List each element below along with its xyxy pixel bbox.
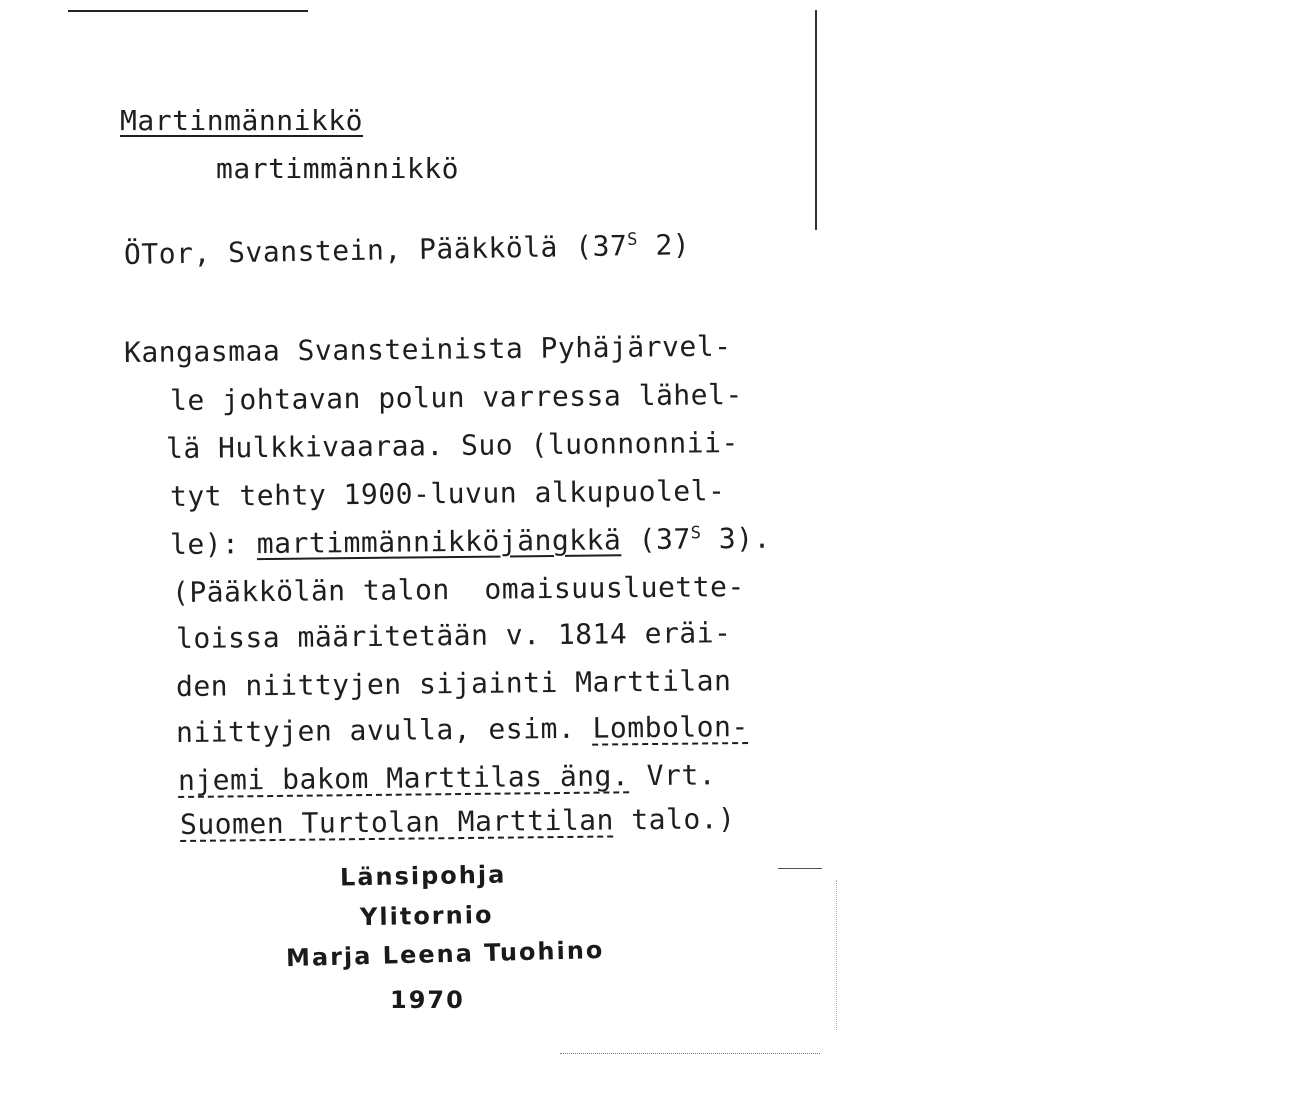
- body-line-5: [170, 522, 771, 561]
- dashed-term-3: Suomen Turtolan Marttilan: [179, 803, 615, 841]
- headword: Martinmännikkö: [120, 104, 364, 137]
- scan-edge-right-lower: [836, 880, 838, 1030]
- source-suffix: 2): [637, 228, 691, 263]
- scan-mark: [778, 868, 822, 869]
- body-line-1: Kangasmaa Svansteinista Pyhäjärvel-: [123, 329, 732, 369]
- underlined-term: martimmännikköjängkkä: [256, 523, 622, 561]
- body-line-3: lä Hulkkivaaraa. Suo (luonnonnii-: [165, 426, 739, 465]
- source-sup: S: [627, 229, 639, 250]
- body-line-6: (Pääkkölän talon omaisuusluette-: [171, 570, 745, 609]
- source-line: [124, 228, 691, 271]
- stamp-year: 1970: [390, 986, 465, 1014]
- scan-edge-top: [68, 10, 308, 12]
- scan-edge-bottom: [560, 1053, 820, 1055]
- source-prefix: ÖTor, Svanstein, Pääkkölä (37: [123, 229, 628, 271]
- stamp-region: Länsipohja: [339, 860, 507, 892]
- stamp-collector: Marja Leena Tuohino: [285, 935, 605, 973]
- body-line-4: tyt tehty 1900-luvun alkupuolel-: [169, 474, 726, 513]
- body-line-9-pre: niittyjen avulla, esim.: [175, 711, 593, 749]
- body-line-8: den niittyjen sijainti Marttilan: [175, 664, 732, 703]
- body-line-10: [178, 758, 716, 797]
- dialect-form: martimmännikkö: [216, 152, 460, 185]
- body-line-11-post: talo.): [613, 802, 736, 837]
- body-line-5-post: 3).: [701, 521, 772, 556]
- body-line-10-post: Vrt.: [629, 758, 717, 793]
- body-line-5-pre: le):: [169, 527, 257, 561]
- scan-edge-right: [815, 10, 817, 230]
- dashed-term-2: njemi bakom Marttilas äng.: [177, 759, 630, 797]
- body-line-5-sup: S: [690, 523, 702, 544]
- body-line-9: [176, 710, 749, 749]
- dashed-term-1: Lombolon-: [592, 710, 749, 745]
- body-line-11: [180, 802, 736, 841]
- body-line-7: loissa määritetään v. 1814 eräi-: [175, 616, 732, 655]
- stamp-parish: Ylitornio: [359, 900, 494, 932]
- body-line-2: le johtavan polun varressa lähel-: [169, 378, 743, 417]
- body-line-5-mid: (37: [621, 522, 691, 557]
